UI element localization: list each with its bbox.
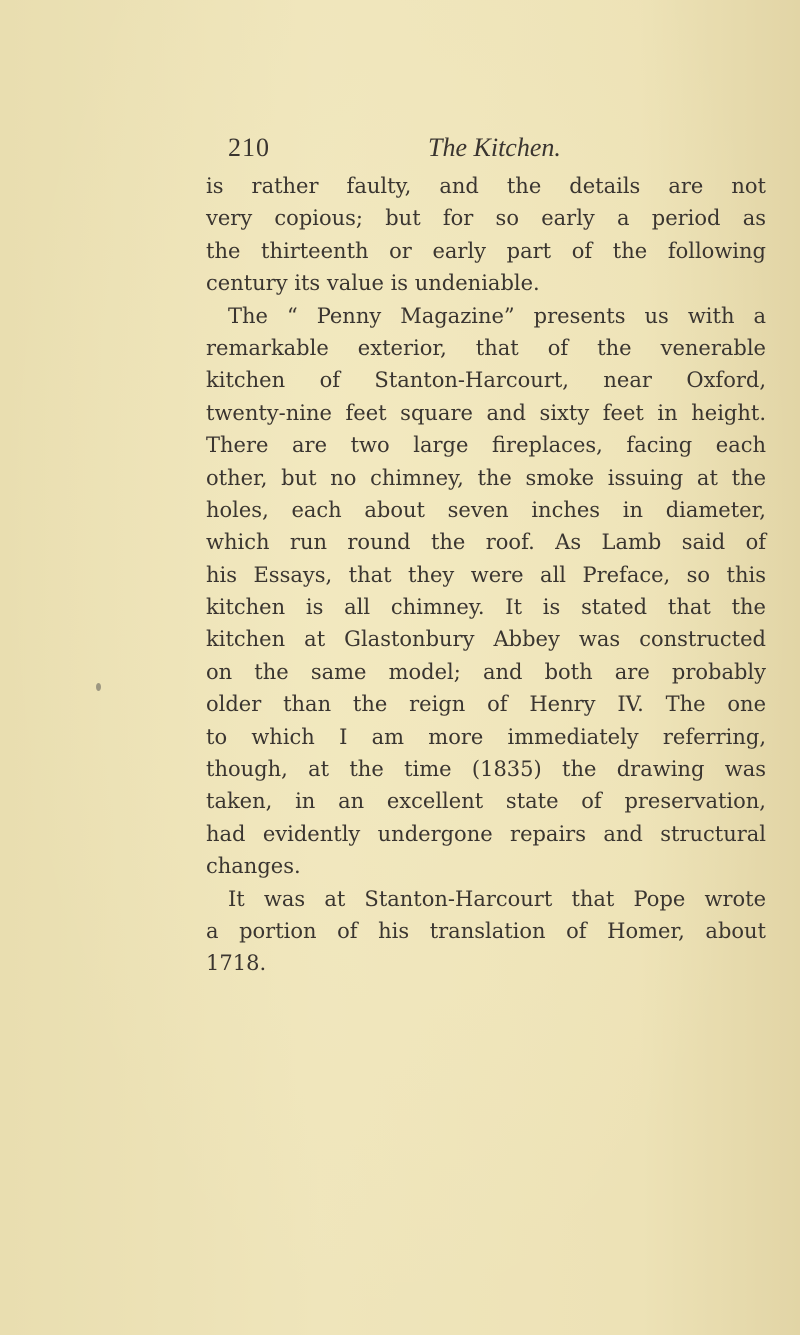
page-number: 210	[228, 133, 270, 162]
text-line: kitchen at Glastonbury Abbey was constructed	[206, 627, 766, 652]
body-text	[206, 170, 766, 980]
text-line: twenty-nine feet square and sixty feet in height.	[206, 400, 766, 425]
text-line: which run round the roof. As Lamb said of	[206, 530, 766, 555]
paper-speck	[96, 683, 101, 691]
text-line: his Essays, that they were all Preface, so this	[206, 562, 766, 587]
text-line: though, at the time (1835) the drawing was	[206, 757, 766, 782]
text-line: kitchen is all chimney. It is stated that the	[206, 595, 766, 620]
text-line: is rather faulty, and the details are not	[206, 174, 766, 198]
text-line: remarkable exterior, that of the venerable	[206, 335, 766, 360]
text-line: There are two large fireplaces, facing each	[206, 433, 766, 458]
text-line: It was at Stanton-Harcourt that Pope wrote	[228, 886, 766, 911]
text-line: to which I am more immediately referring,	[206, 724, 766, 749]
text-line: other, but no chimney, the smoke issuing at the	[206, 465, 766, 490]
text-line: had evidently undergone repairs and structural	[206, 821, 766, 846]
text-line: the thirteenth or early part of the following	[206, 238, 766, 263]
text-line: holes, each about seven inches in diameter,	[206, 497, 766, 522]
text-line: kitchen of Stanton-Harcourt, near Oxford,	[206, 368, 766, 393]
text-line: 1718.	[206, 951, 267, 976]
text-line: very copious; but for so early a period as	[206, 206, 766, 231]
running-title: The Kitchen.	[428, 133, 561, 162]
text-line: The “ Penny Magazine” presents us with a	[228, 303, 766, 328]
text-line: older than the reign of Henry IV. The one	[206, 692, 766, 717]
text-line: century its value is undeniable.	[206, 271, 540, 296]
text-line: taken, in an excellent state of preservation,	[206, 789, 766, 814]
text-line: changes.	[206, 854, 301, 879]
text-line: on the same model; and both are probably	[206, 659, 766, 684]
text-line: a portion of his translation of Homer, about	[206, 918, 766, 943]
